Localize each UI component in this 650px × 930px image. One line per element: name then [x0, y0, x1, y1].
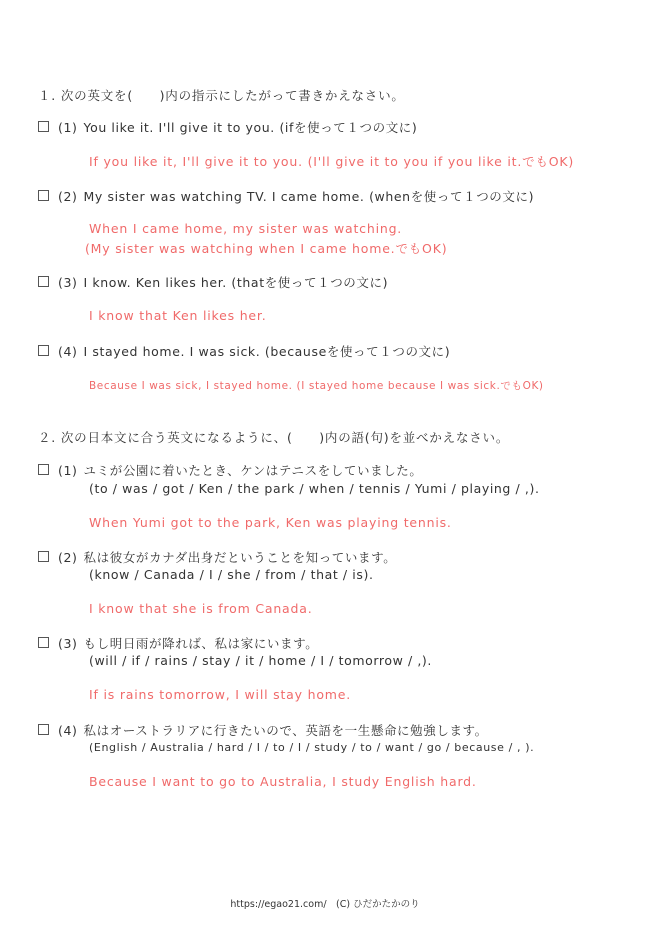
checkbox[interactable]	[38, 190, 49, 201]
footer-credit: https://egao21.com/ (C) ひだかたかのり	[230, 899, 420, 910]
s1-q1	[38, 118, 417, 136]
section2-title: ２. 次の日本文に合う英文になるように、( )内の語(句)を並べかえなさい。	[38, 430, 510, 445]
s1-a2-line2: (My sister was watching when I came home.でもOK)	[85, 241, 448, 256]
s1-a2-line1: When I came home, my sister was watching.	[89, 221, 403, 236]
question-text: My sister was watching TV. I came home. (whenを使って１つの文に)	[83, 189, 535, 204]
s1-q4	[38, 342, 450, 360]
question-text: 私はオーストラリアに行きたいので、英語を一生懸命に勉強します。	[83, 723, 488, 738]
question-text: 私は彼女がカナダ出身だということを知っています。	[83, 550, 397, 565]
s2-a1: When Yumi got to the park, Ken was playing tennis.	[89, 515, 452, 530]
s2-words2: (know / Canada / I / she / from / that / is).	[89, 567, 374, 582]
checkbox[interactable]	[38, 121, 49, 132]
checkbox[interactable]	[38, 551, 49, 562]
s2-q1	[38, 461, 423, 479]
s2-words3: (will / if / rains / stay / it / home / I / tomorrow / ,).	[89, 653, 432, 668]
question-text: もし明日雨が降れば、私は家にいます。	[83, 636, 319, 651]
checkbox[interactable]	[38, 276, 49, 287]
checkbox[interactable]	[38, 464, 49, 475]
question-number: (2)	[58, 189, 78, 204]
question-number: (4)	[58, 723, 78, 738]
s1-a3: I know that Ken likes her.	[89, 308, 267, 323]
section1-title: １. 次の英文を( )内の指示にしたがって書きかえなさい。	[38, 88, 405, 103]
s1-q3	[38, 273, 388, 291]
checkbox[interactable]	[38, 345, 49, 356]
question-number: (3)	[58, 636, 78, 651]
s1-q2	[38, 187, 534, 205]
question-text: You like it. I'll give it to you. (ifを使って１つの文に)	[83, 120, 418, 135]
checkbox[interactable]	[38, 637, 49, 648]
question-text: ユミが公園に着いたとき、ケンはテニスをしていました。	[83, 463, 423, 478]
s2-q2	[38, 548, 396, 566]
s2-a3: If is rains tomorrow, I will stay home.	[89, 687, 352, 702]
s2-q4	[38, 721, 488, 739]
question-number: (3)	[58, 275, 78, 290]
s1-a1: If you like it, I'll give it to you. (I'll give it to you if you like it.でもOK)	[89, 154, 575, 169]
s2-a2: I know that she is from Canada.	[89, 601, 313, 616]
s1-a4: Because I was sick, I stayed home. (I stayed home because I was sick.でもOK)	[89, 380, 544, 392]
checkbox[interactable]	[38, 724, 49, 735]
question-number: (2)	[58, 550, 78, 565]
question-number: (4)	[58, 344, 78, 359]
question-number: (1)	[58, 463, 78, 478]
s2-words1: (to / was / got / Ken / the park / when / tennis / Yumi / playing / ,).	[89, 481, 540, 496]
question-number: (1)	[58, 120, 78, 135]
s2-a4: Because I want to go to Australia, I study English hard.	[89, 774, 477, 789]
question-text: I stayed home. I was sick. (becauseを使って１つの文に)	[83, 344, 451, 359]
s2-q3	[38, 634, 318, 652]
s2-words4: (English / Australia / hard / I / to / I / study / to / want / go / because / , ).	[89, 741, 535, 754]
question-text: I know. Ken likes her. (thatを使って１つの文に)	[83, 275, 389, 290]
